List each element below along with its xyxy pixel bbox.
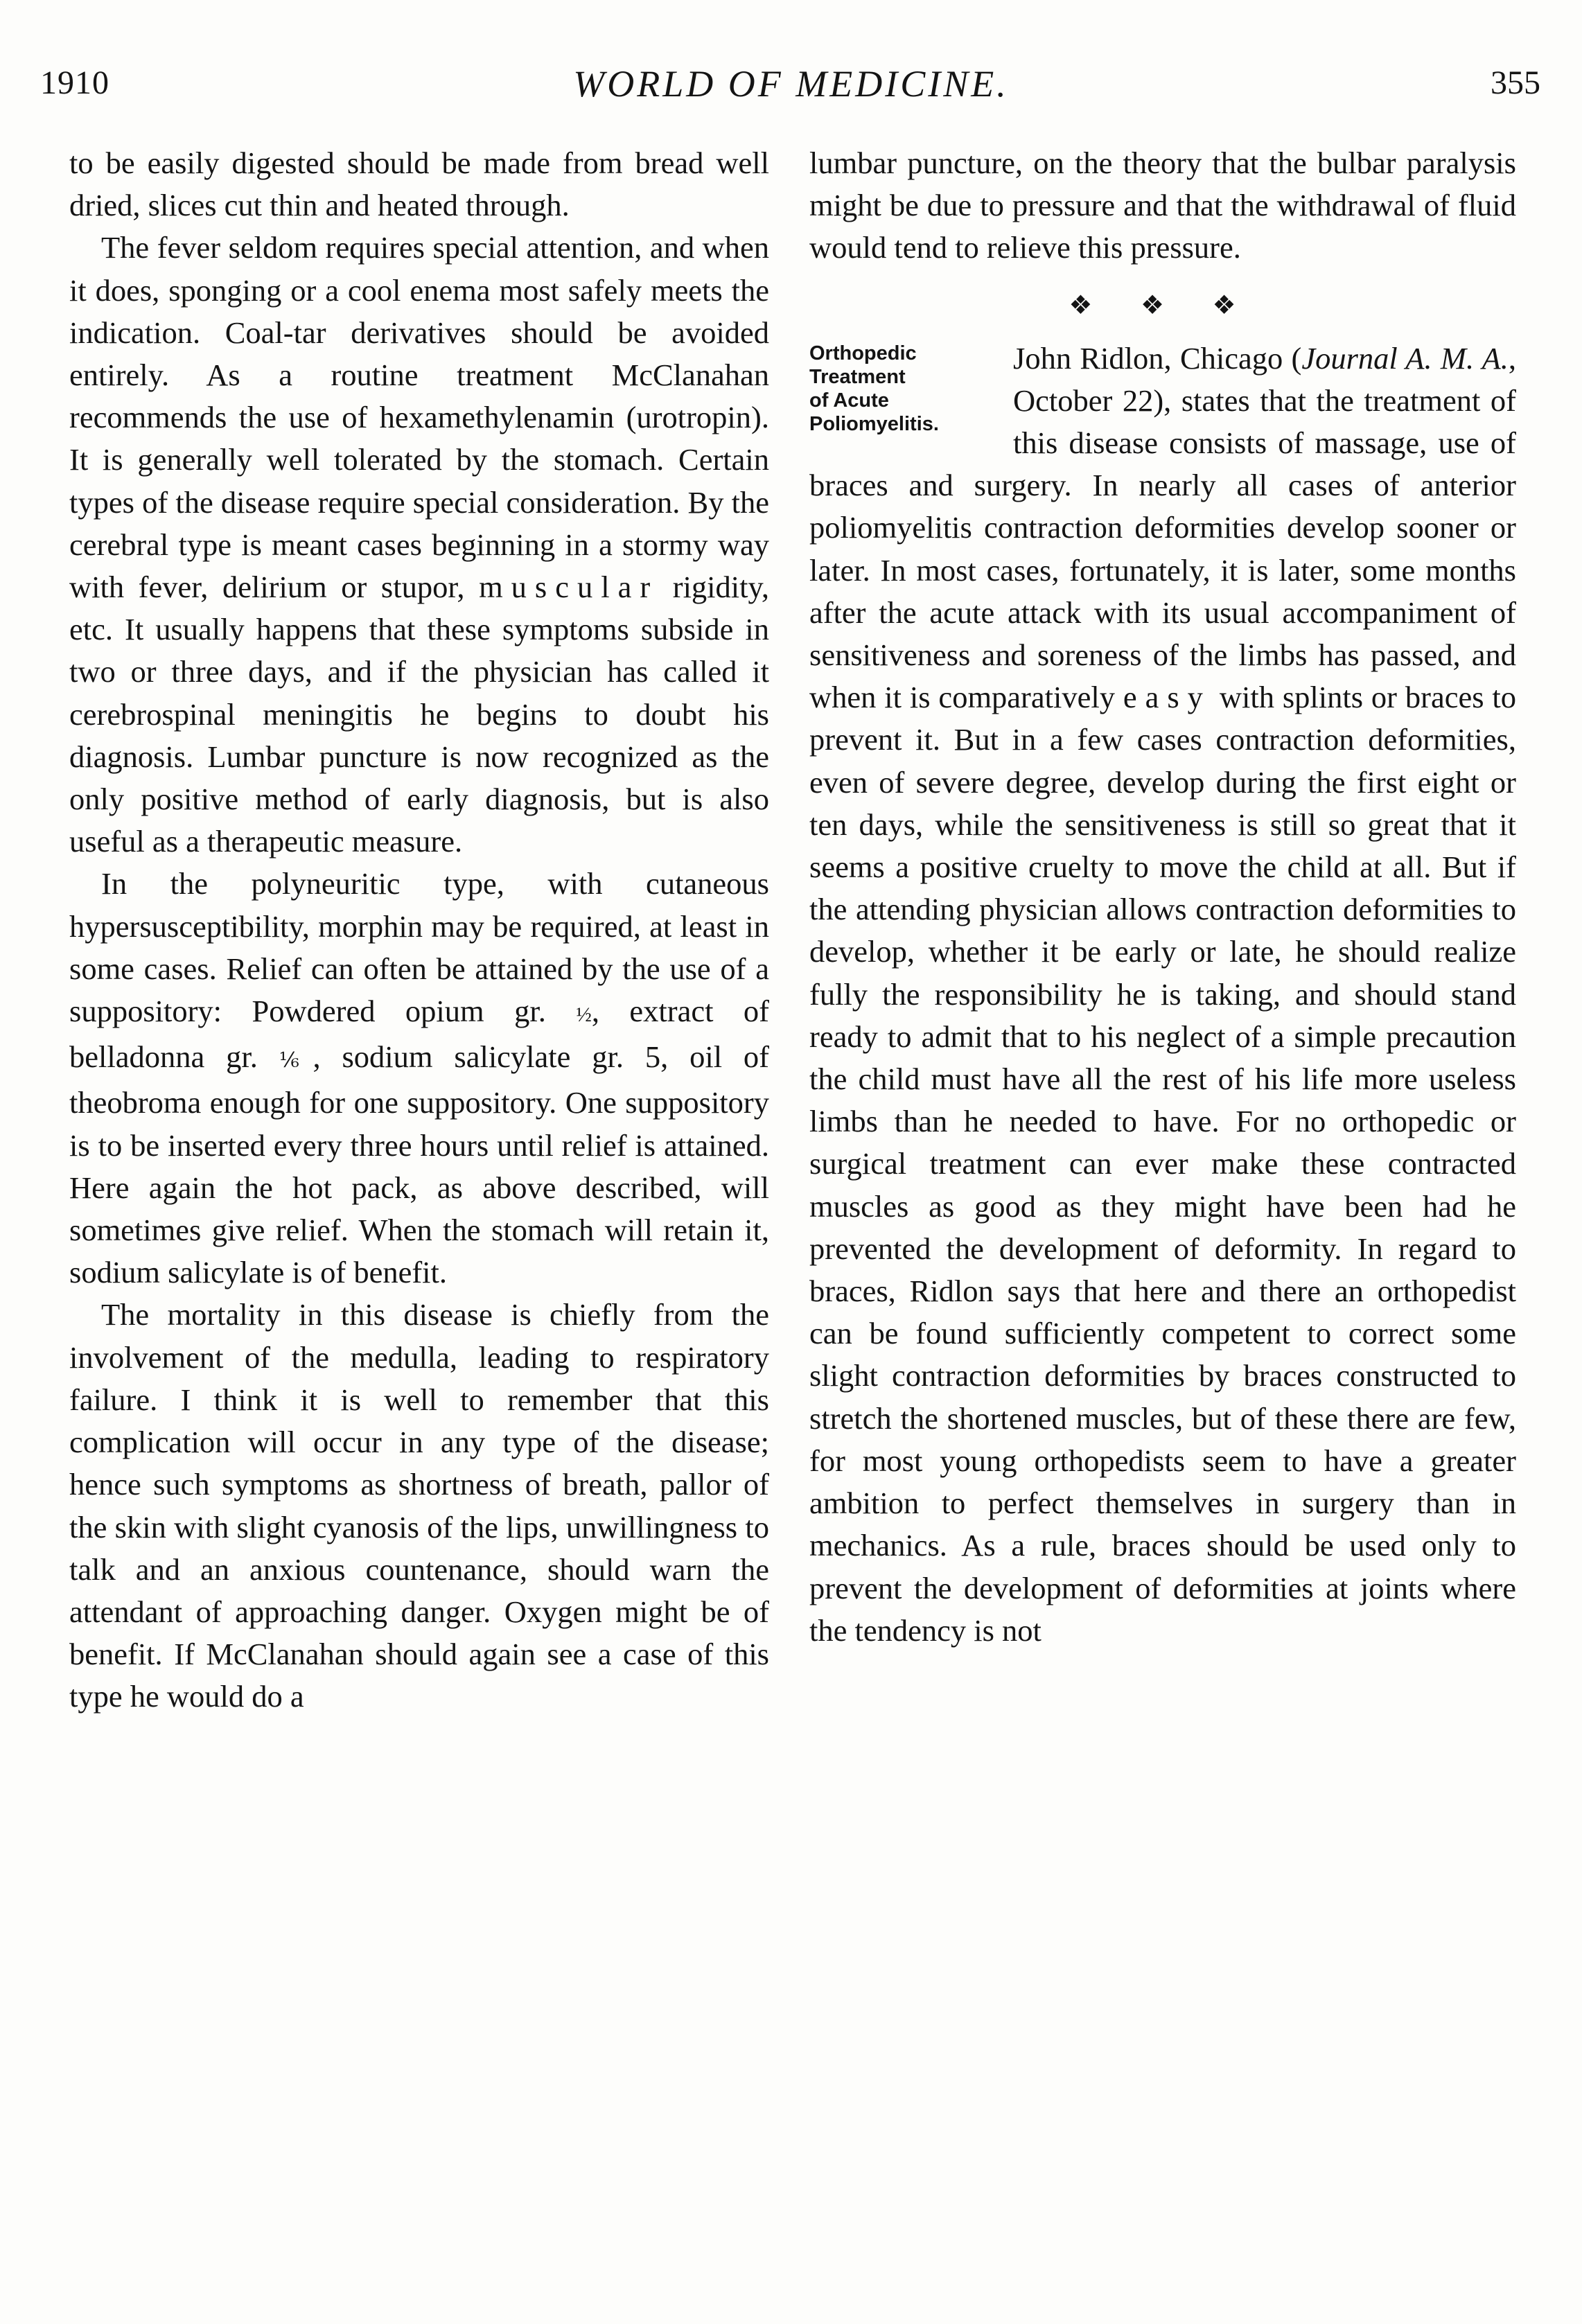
- left-paragraph-2: [69, 227, 769, 863]
- left-paragraph-3-b: , extract of belladonna gr.: [69, 994, 769, 1075]
- fraction-sixth: ⅙: [279, 1049, 313, 1073]
- right-column: [809, 142, 1516, 1652]
- spaced-word-muscular: muscular: [479, 570, 659, 605]
- article-ridlon: [809, 337, 1516, 1652]
- left-column: [69, 142, 769, 1718]
- sidenote-line-4: Poliomyelitis.: [809, 412, 939, 435]
- left-paragraph-2-text: The fever seldom requires special attention, and when it does, sponging or a cool enema most safely meets the indication. Coal-tar derivatives should be avoided entirely. As a routine treatment McClanahan recommends the use of hexamethylenamin (urotropin). It is generally well tolerated by the stomach. Certain types of the disease require special consideration. By the cerebral type is meant cases beginning in a stormy way with fever, delirium or stupor,: [69, 230, 769, 605]
- page-number: 355: [1491, 64, 1540, 101]
- sidenote-line-3: of Acute: [809, 389, 889, 412]
- right-paragraph-2-c: with splints or braces to prevent it. But in a few cases contraction deformities, even of severe degree, develop during the first eight or ten days, while the sensitiveness is still so great that it seems a positive cruelty to move the child at all. But if the attending physician allows contraction deformities to develop, whether it be early or late, he should realize fully the responsibility he is taking, and should stand ready to admit that to his neglect of a simple precaution the child must have all the rest of his life more useless limbs than he needed to have. For no orthopedic or surgical treatment can ever make these contracted muscles as good as they might have been had he prevented the development of deformity. In regard to braces, Ridlon says that here and there an orthopedist can be found sufficiently competent to correct some slight contraction deformities by braces constructed to stretch the shortened muscles, but of these there are few, for most young orthopedists seem to have a greater ambition to perfect themselves in surgery than in mechanics. As a rule, braces should be used only to prevent the development of deformities at joints where the tendency is not: [809, 680, 1517, 1648]
- sidenote-heading: [809, 342, 1002, 436]
- journal-citation: Journal A. M. A.: [1301, 340, 1509, 376]
- right-paragraph-2-a: John Ridlon, Chicago (: [1013, 340, 1302, 376]
- left-paragraph-4: The mortality in this disease is chiefly from the involvement of the medulla, leading to respiratory failure. I think it is well to remember that this complication will occur in any type of the disease; hence such symptoms as shortness of breath, pallor of the skin with slight cyanosis of the lips, unwillingness to talk and an anxious countenance, should warn the attendant of approaching danger. Oxygen might be of benefit. If McClanahan should again see a case of this type he would do a: [69, 1297, 769, 1714]
- left-paragraph-3-c: , sodium salicylate gr. 5, oil of theobroma enough for one suppository. One suppository is to be inserted every three hours until relief is attained. Here again the hot pack, as above described, will sometimes give relief. When the stomach will retain it, sodium salicylate is of benefit.: [69, 1039, 769, 1290]
- left-paragraph-2-end: rigidity, etc. It usually happens that these symptoms subside in two or three days, and if the physician has called it cerebrospinal meningitis he begins to doubt his diagnosis. Lumbar puncture is now recognized as the only positive method of early diagnosis, but is also useful as a therapeutic measure.: [69, 570, 770, 859]
- right-paragraph-2-b: , October 22), states that the treatment of this disease consists of massage, use of braces and surgery. In nearly all cases of anterior poliomyelitis contraction deformities develop sooner or later. In most cases, fortunately, it is later, some months after the acute attack with its usual accompaniment of sensitiveness and soreness of the limbs has passed, and when it is comparatively: [809, 340, 1517, 715]
- right-paragraph-2: [809, 337, 1516, 1652]
- spaced-word-easy: easy: [1123, 680, 1211, 715]
- right-paragraph-1: lumbar puncture, on the theory that the bulbar paralysis might be due to pressure and that the withdrawal of fluid would tend to relieve this pressure.: [809, 146, 1516, 265]
- left-paragraph-3: [69, 863, 769, 1294]
- sidenote-line-2: Treatment: [809, 365, 906, 388]
- running-header: [0, 0, 1582, 104]
- left-paragraph-3-a: In the polyneuritic type, with cutaneous hypersusceptibility, morphin may be required, at least in some cases. Relief can often be attained by the use of a suppository: Powdered opium gr.: [69, 866, 769, 1029]
- sidenote-line-1: Orthopedic: [809, 342, 917, 364]
- header-year: 1910: [40, 64, 109, 101]
- section-ornament: ❖ ❖ ❖: [1069, 290, 1257, 320]
- left-paragraph-1: to be easily digested should be made from bread well dried, slices cut thin and heated through.: [69, 146, 769, 223]
- journal-title: WORLD OF MEDICINE.: [573, 63, 1009, 105]
- fraction-half: ½: [576, 1003, 592, 1027]
